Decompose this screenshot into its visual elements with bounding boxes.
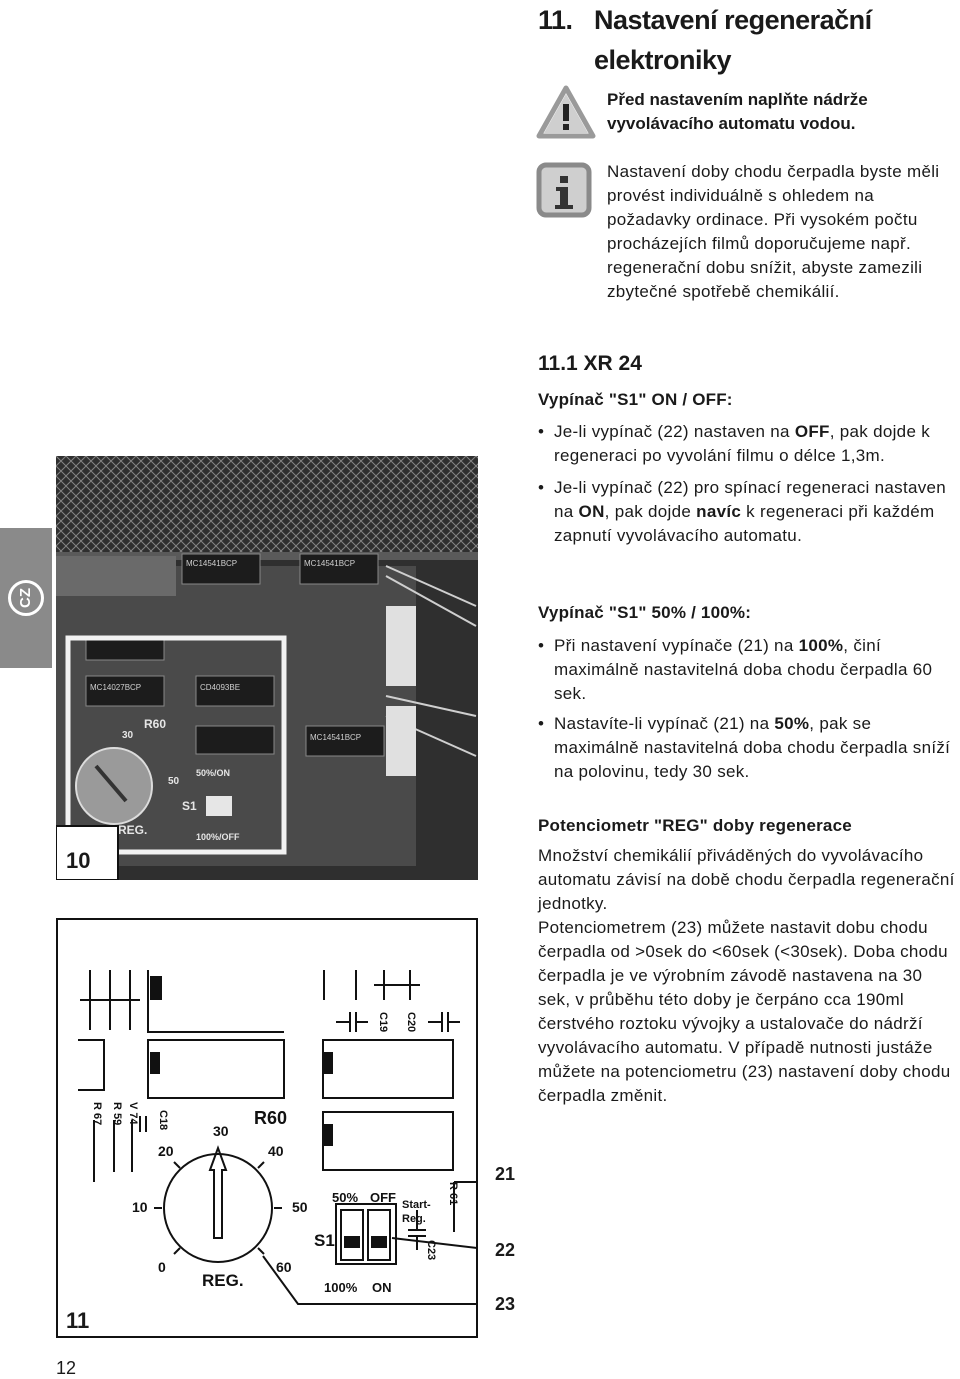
potentiometer-paragraph-2: Potenciometrem (23) můžete nastavit dobu chodu čerpadla od >0sek do <60sek (<30sek). Doba chodu čerpadla je ve výrobním závodě nastavena na 30 sek, v průběhu této doby je čerpáno cca 190ml čerstvého roztoku vývojky a ustalovače do nádrží vyvolávacího automatu. V případě nutnosti justáže můžete na potenciometru (23) nastavení doby chodu čerpadla změnit.	[538, 918, 951, 1105]
figure-10-photo	[56, 456, 478, 880]
dial-mark: 10	[132, 1199, 148, 1215]
callout-22: 22	[495, 1240, 516, 1260]
s1-percent-bullet-2: • Nastavíte-li vypínač (21) na 50%, pak se maximálně nastavitelná doba chodu čerpadla sníží na polovinu, tedy 30 sek.	[538, 714, 951, 781]
potentiometer-heading: Potenciometr "REG" doby regenerace	[538, 816, 852, 835]
text-part: , pak dojde k regeneraci po vyvolání filmu o délce 1,3m.	[554, 422, 931, 465]
info-text: Nastavení doby chodu čerpadla byste měli provést individuálně s ohledem na požadavky ordinace. Při vysokém počtu procházejích filmů doporučujeme např. regenerační dobu snížit, abyste zamezili zbytečné spotřebě chemikálií.	[607, 162, 940, 301]
board-mark: 50	[168, 776, 180, 787]
figure-11-label: 11	[66, 1308, 90, 1333]
start-reg-label: Reg.	[402, 1213, 426, 1225]
dial-mark: 0	[158, 1259, 166, 1275]
start-reg-label: Start-	[402, 1199, 431, 1211]
component-label: V 74	[127, 1102, 139, 1125]
figure-10-label: 10	[66, 848, 91, 873]
component-label: C20	[405, 1012, 417, 1033]
text-part-bold: navíc	[696, 502, 742, 521]
page-number: 12	[56, 1358, 77, 1378]
s1-onoff-heading: Vypínač "S1" ON / OFF:	[538, 390, 733, 409]
text-part-bold: 100%	[798, 636, 844, 655]
component-label: R 67	[91, 1102, 103, 1126]
language-tab-label: CZ	[17, 588, 34, 608]
text-part: , pak se maximálně nastavitelná doba chodu čerpadla sníží na polovinu, tedy 30 sek.	[554, 714, 951, 781]
switch-label: 100%	[324, 1280, 358, 1295]
board-mark: 50%/ON	[196, 768, 231, 778]
component-label: R60	[254, 1108, 288, 1128]
dial-label: REG.	[202, 1271, 244, 1290]
warning-triangle-icon	[536, 84, 596, 140]
component-label: R 59	[111, 1102, 123, 1126]
board-mark: R60	[144, 717, 167, 731]
section-title: 11.1 XR 24	[538, 352, 642, 375]
text-part: Nastavíte-li vypínač (21) na	[554, 714, 775, 733]
chip-label: MC14541BCP	[186, 559, 238, 568]
potentiometer-text	[538, 844, 958, 1108]
title-line-2: elektroniky	[594, 45, 732, 75]
switch-label: ON	[372, 1280, 392, 1295]
language-tab	[0, 528, 52, 668]
dial-mark: 50	[292, 1199, 308, 1215]
s1-onoff-bullet-1: • Je-li vypínač (22) nastaven na OFF, pak dojde k regeneraci po vyvolání filmu o délce 1,3m.	[538, 422, 931, 465]
component-label: C19	[377, 1012, 389, 1033]
switch-label: 50%	[332, 1190, 359, 1205]
board-mark: REG.	[118, 823, 148, 837]
dial-mark: 20	[158, 1143, 174, 1159]
text-part-bold: OFF	[794, 422, 830, 441]
dial-mark: 40	[268, 1143, 284, 1159]
s1-percent-bullet-1: • Při nastavení vypínače (21) na 100%, činí maximálně nastavitelná doba chodu čerpadla 60 sek.	[538, 636, 933, 703]
chapter-number: 11.	[538, 5, 573, 35]
board-mark: 100%/OFF	[196, 832, 240, 842]
chip-label: MC14027BCP	[90, 683, 142, 692]
board-mark: S1	[182, 799, 197, 813]
text-part: k regeneraci při každém zapnutí vyvolávacího automatu.	[554, 502, 935, 545]
text-part: , pak dojde	[604, 502, 697, 521]
text-part: , činí maximálně nastavitelná doba chodu čerpadla 60 sek.	[554, 636, 933, 703]
component-label: S1	[314, 1231, 335, 1250]
circuit-board-photo	[56, 456, 478, 880]
callout-21: 21	[495, 1164, 516, 1184]
dial-mark: 30	[213, 1123, 229, 1139]
page-title	[538, 0, 872, 80]
s1-onoff-bullet-2: • Je-li vypínač (22) pro spínací regeneraci nastaven na ON, pak dojde navíc k regeneraci při každém zapnutí vyvolávacího automatu.	[538, 478, 947, 545]
chip-label: CD4093BE	[200, 683, 241, 692]
s1-percent-heading: Vypínač "S1" 50% / 100%:	[538, 603, 752, 622]
callout-23: 23	[495, 1294, 516, 1314]
text-part: Při nastavení vypínače (21) na	[554, 636, 799, 655]
warning-text: Před nastavením naplňte nádrže vyvolávacího automatu vodou.	[607, 90, 868, 133]
component-label: R 61	[447, 1182, 459, 1206]
text-part-bold: 50%	[774, 714, 810, 733]
chip-label: MC14541BCP	[310, 733, 362, 742]
switch-label: OFF	[370, 1190, 396, 1205]
dial-mark: 60	[276, 1259, 292, 1275]
chip-label: MC14541BCP	[304, 559, 356, 568]
text-part: Je-li vypínač (22) pro spínací regeneraci nastaven na	[554, 478, 947, 521]
component-label: C18	[157, 1110, 169, 1131]
board-mark: 30	[122, 730, 134, 741]
info-icon	[536, 162, 592, 218]
potentiometer-paragraph-1: Množství chemikálií přiváděných do vyvolávacího automatu závisí na době chodu čerpadla regenerační jednotky.	[538, 846, 955, 913]
figure-11-diagram	[56, 918, 478, 1338]
schematic-drawing	[58, 920, 476, 1336]
text-part-bold: ON	[578, 502, 605, 521]
text-part: Je-li vypínač (22) nastaven na	[554, 422, 795, 441]
component-label: C23	[425, 1240, 437, 1261]
title-line-1: Nastavení regenerační	[594, 5, 872, 35]
